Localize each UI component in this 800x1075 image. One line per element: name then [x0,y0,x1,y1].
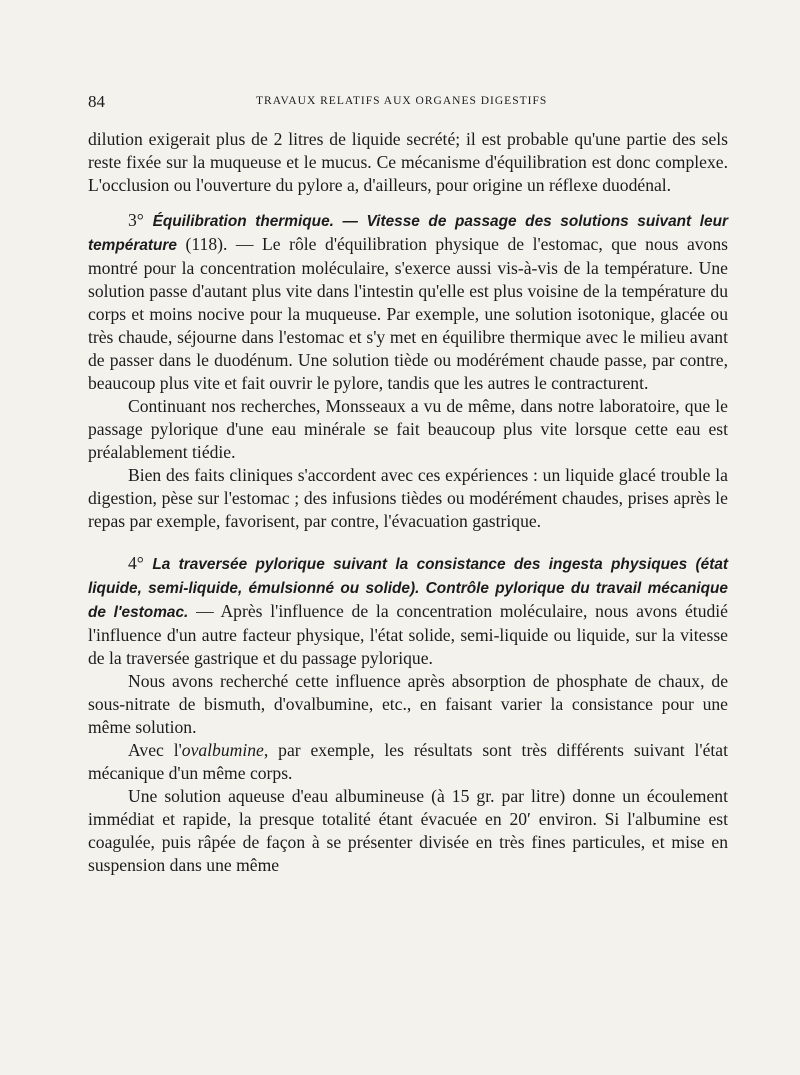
section-4-paragraph [88,552,728,670]
section-4-text: — Après l'influence de la concentration moléculaire, nous avons étudié l'influence d'un autre facteur physique, l'état solide, semi-liquide ou liquide, sur la vitesse de la traversée gastrique et du passage pylorique. [88,601,728,668]
section-3-reference: (118). [185,234,228,254]
paragraph-research: Nous avons recherché cette influence après absorption de phosphate de chaux, de sous-nitrate de bismuth, d'ovalbumine, etc., en faisant varier la consistance pour une même solution. [88,671,728,737]
paragraph-monsseaux: Continuant nos recherches, Monsseaux a vu de même, dans notre laboratoire, que le passage pylorique d'une eau minérale se fait beaucoup plus vite lorsque cette eau est préalablement tiédie. [88,396,728,462]
ovalbumine-text-before: Avec l' [128,740,182,760]
running-title: TRAVAUX RELATIFS AUX ORGANES DIGESTIFS [256,95,548,107]
running-head [88,92,728,114]
paragraph-ovalbumine [88,739,728,785]
section-3-number: 3° [128,210,144,230]
section-3-heading: Équilibration thermique. — Vitesse de passage des solutions suivant leur température [88,213,728,254]
section-3-paragraph [88,209,728,395]
body-text [88,128,728,877]
paragraph-continuation: dilution exigerait plus de 2 litres de liquide secrété; il est probable qu'une partie des sels reste fixée sur la muqueuse et le mucus. Ce mécanisme d'équilibration est donc complexe. L'occlusion ou l'ouverture du pylore a, d'ailleurs, pour origine un réflexe duodénal. [88,129,728,195]
ovalbumine-text-after: , par exemple, les résultats sont très différents suivant l'état mécanique d'un même corps. [88,740,728,783]
section-4-number: 4° [128,553,144,573]
paragraph-clinical-facts: Bien des faits cliniques s'accordent avec ces expériences : un liquide glacé trouble la digestion, pèse sur l'estomac ; des infusions tièdes ou modérément chaudes, prises après le repas par exemple, favorisent, par contre, l'évacuation gastrique. [88,465,728,531]
section-3-text: — Le rôle d'équilibration physique de l'estomac, que nous avons montré pour la concentration moléculaire, s'exerce aussi vis-à-vis de la température. Une solution passe d'autant plus vite dans l'intestin qu'elle est plus voisine de la température du corps et moins nocive pour la muqueuse. Par exemple, une solution isotonique, glacée ou très chaude, séjourne dans l'estomac et s'y met en équilibre thermique avec le milieu avant de passer dans le duodénum. Une solution tiède ou modérément chaude passe, par contre, beaucoup plus vite et fait ouvrir le pylore, tandis que les autres le contracturent. [88,234,729,393]
paragraph-solution: Une solution aqueuse d'eau albumineuse (à 15 gr. par litre) donne un écoulement immédiat et rapide, la presque totalité étant évacuée en 20′ environ. Si l'albumine est coagulée, puis râpée de façon à se présenter divisée en très fines particules, et mise en suspension dans une même [88,786,728,875]
page-number: 84 [88,92,105,111]
section-4-heading: La traversée pylorique suivant la consistance des ingesta physiques (état liquide, semi-liquide, émulsionné ou solide). Contrôle pylorique du travail mécanique de l'estomac. [88,556,728,621]
ovalbumine-term: ovalbumine [181,740,264,760]
